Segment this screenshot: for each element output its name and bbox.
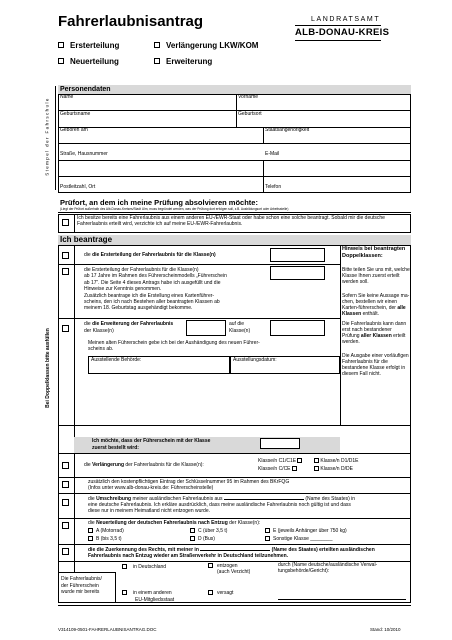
in-anderen-eu[interactable]: in einem anderen EU-Mitgliedsstaat — [122, 590, 174, 604]
pruefort-note: (Liegt der Prüfort außerhalb des Alb-Donau-Kreises/Stadt Ulm, muss begründet werden, was der Prüfung dort erfolgen soll, z.B. Ausbildungsort oder Arbeitsstelle) — [60, 207, 289, 211]
erweiterung-checkbox[interactable] — [62, 325, 69, 332]
neuerteilung-checkbox[interactable] — [62, 522, 69, 529]
option-verlaengerung[interactable] — [154, 41, 258, 50]
erweiterung-klassen: Klasse(n) — [229, 328, 251, 334]
neu-klasse-sonstige[interactable]: Sonstige Klasse ________ — [265, 536, 333, 543]
erweiterung-to-field[interactable] — [270, 320, 325, 336]
erweiterung-text-1: die die Erweiterung der Fahrerlaubnis — [84, 321, 174, 327]
klasse-c1[interactable]: Klasse/n C1/C1E — [258, 458, 302, 465]
erweiterung-note: Meinen alten Führerschein gebe ich bei der Aushändigung des neuen Führer- scheins ab. — [88, 340, 260, 352]
hinweis-heading: Hinweis bei beantragten Doppelklassen: — [342, 246, 406, 259]
checkbox[interactable] — [58, 42, 64, 48]
entzogen-option[interactable]: entzogen (auch Verzicht) — [208, 563, 250, 575]
hinweis-p3: Die Fahrerlaubnis kann dann erst nach bestandener Prüfung aller Klassen erteilt werden. — [342, 321, 407, 345]
footer-left: V314109-0501-FAHRERLAUBNISANTRAG.DOC — [58, 627, 157, 632]
neuerteilung-text: die Neuerteilung der deutschen Fahrerlaubnis nach Entzug der Klasse(n): — [88, 520, 261, 526]
option-label: Ersterteilung — [70, 41, 120, 50]
page-title: Fahrerlaubnisantrag — [58, 13, 204, 30]
neu-klasse-b[interactable]: B (bis 3,5 t) — [88, 536, 122, 543]
ausstellungsdatum-field[interactable]: Ausstellungsdatum: — [230, 356, 340, 374]
zuerst-text: Ich möchte, dass der Führerschein mit der Klasse zuerst bestellt wird: — [92, 438, 211, 451]
neu-klasse-d[interactable]: D (Bus) — [190, 536, 215, 543]
klasse-c[interactable]: Klasse/n C/CE — [258, 466, 297, 473]
in-deutschland[interactable]: in Deutschland — [122, 564, 166, 571]
authority-name: ALB-DONAU-KREIS — [295, 27, 390, 38]
verlaengerung-text: die Verlängerung der Fahrerlaubnis für die Klasse(n): — [84, 462, 204, 468]
erweiterung-text-2: der Klasse(n) — [84, 328, 114, 334]
verlaengerung-klassen — [258, 458, 408, 476]
zusatz-checkbox[interactable] — [62, 481, 69, 488]
eu-checkbox[interactable] — [62, 219, 69, 226]
field-strasse[interactable]: Straße, Hausnummer — [60, 151, 108, 157]
option-neuerteilung[interactable] — [58, 57, 119, 66]
stamp-label: Stempel der Fahrschule — [44, 97, 50, 176]
option-ersterteilung[interactable] — [58, 41, 119, 50]
checkbox[interactable] — [154, 42, 160, 48]
zuerkennung-checkbox[interactable] — [62, 548, 69, 555]
pruefort-heading: Prüfort, an dem ich meine Prüfung absolvieren möchte: — [60, 198, 258, 207]
field-geburtsname[interactable]: Geburtsname — [60, 111, 91, 117]
doppelklassen-side — [38, 245, 58, 467]
klasse-d1[interactable]: Klasse/n D1/D1E — [314, 458, 358, 465]
umschreibung-checkbox[interactable] — [62, 499, 69, 506]
eu-text: Ich besitze bereits eine Fahrerlaubnis aus einem anderen EU-/EWR-Staat oder habe schon eine solche beantragt. Sobald mir die deutsche Fahrerlaubnis erteilt wird, verzichte ich auf meine EU-/EWR-Fahrerlaubnis. — [77, 215, 385, 227]
ersterteilung-text: die die Ersterteilung der Fahrerlaubnis für die Klasse(n) — [84, 252, 216, 258]
option-label: Neuerteilung — [70, 57, 119, 66]
stamp-area — [38, 86, 56, 190]
zuerst-klasse-field[interactable] — [260, 438, 300, 449]
hinweis-p2: Sofern Sie keine Aussage ma-chen, bestellen wir einen Karten-führerschein, der alle Klassen enthält. — [342, 293, 410, 317]
ersterteilung-checkbox[interactable] — [62, 252, 69, 259]
ersterteilung17-checkbox[interactable] — [62, 268, 69, 275]
hinweis-p4: Die Ausgabe einer vorläufigen Fahrerlaubnis für die bestandene Klasse erfolgt in diesem Fall nicht. — [342, 353, 409, 377]
beantrage-heading: Ich beantrage — [58, 235, 411, 245]
verlaengerung-checkbox[interactable] — [62, 462, 69, 469]
doppelklassen-label: Bei Doppelklassen bitte ausfüllen — [45, 328, 51, 408]
checkbox[interactable] — [58, 58, 64, 64]
erweiterung-from-field[interactable] — [186, 320, 226, 336]
hinweis-box — [342, 246, 410, 377]
klasse-d[interactable]: Klasse/n D/DE — [314, 466, 353, 473]
footer-right: Stand: 10/2010 — [370, 627, 401, 632]
ersterteilung-klassen-field[interactable] — [270, 248, 325, 262]
authority-top: LANDRATSAMT — [311, 16, 381, 23]
option-erweiterung[interactable] — [154, 57, 212, 66]
versagt-option[interactable]: versagt — [208, 590, 233, 597]
zuerkennung-text: die die Zuerkennung des Rechts, mit meiner in (Name des Staates) erteilten ausländischen Fahrerlaubnis nach Entzug wieder am Straßenverkehr in Deutschland teilzunehmen. — [88, 547, 375, 559]
neu-klasse-a[interactable]: A (Motorrad) — [88, 528, 124, 535]
authority-logo — [295, 14, 390, 54]
entzug-left: Die Fahrerlaubnis/ der Führerschein wurde mir bereits — [58, 572, 116, 603]
ersterteilung17-text: die Ersterteilung der Fahrerlaubnis für die Klasse(n) ab 17 Jahre im Rahmen des Führerscheinmodells „Führerschein ab 17“. Die Seite 4 dieses Antrags habe ich ausgefüllt und die Hinweise zur Kenntnis genommen. Zusätzlich beantrage ich die Erstellung eines Kartenführer- scheins, den ich nach Bestehen aller beantragten Klassen ab meinem 18. Geburtstag ausgehändigt bekomme. — [84, 267, 227, 312]
ersterteilung17-klassen-field[interactable] — [270, 266, 325, 280]
field-vorname[interactable]: Vorname — [238, 94, 259, 100]
erweiterung-auf: auf die — [229, 321, 245, 327]
neu-klasse-c[interactable]: C (über 3,5 t) — [190, 528, 227, 535]
declaration-box — [58, 605, 411, 606]
umschreibung-text: die Umschreibung meiner ausländischen Fahrerlaubnis aus (Name des Staates) in eine deutsche Fahrerlaubnis. Ich erkläre ausdrücklich, dass meine ausländische Fahrerlaubnis noch gültig ist und dass diese nur in meinem Heimatland nicht entzogen wurde. — [88, 496, 356, 514]
field-geboren-am[interactable]: Geboren am — [60, 127, 88, 133]
checkbox[interactable] — [154, 58, 160, 64]
field-geburtsort[interactable]: Geburtsort — [238, 111, 262, 117]
option-label: Erweiterung — [166, 57, 213, 66]
field-name[interactable]: Name — [60, 94, 74, 100]
option-label: Verlängerung LKW/KOM — [166, 41, 259, 50]
zusatz-text: zusätzlich den kostenpflichtigen Eintrag der Schlüsselnummer 95 im Rahmen des BKrFQG (Infos unter www.alb-donau-kreis.de: Führerscheinstelle) — [88, 479, 290, 491]
durch-behoerde[interactable]: durch (Name deutsche/ausländische Verwal- tungsbehörde/Gericht): — [278, 562, 378, 574]
neu-klasse-e[interactable]: E (jeweils Anhänger über 750 kg) — [265, 528, 347, 535]
ausstellende-field[interactable]: Ausstellende Behörde: — [88, 356, 230, 374]
field-email[interactable]: E-Mail — [265, 151, 280, 157]
field-plz-ort[interactable]: Postleitzahl, Ort — [60, 184, 96, 190]
field-telefon[interactable]: Telefon — [265, 184, 282, 190]
field-staatsangehoerigkeit[interactable]: Staatsangehörigkeit — [265, 127, 310, 133]
personal-heading: Personendaten — [58, 85, 411, 94]
hinweis-p1: Bitte teilen Sie uns mit, welche Klasse Ihnen zuerst erteilt werden soll. — [342, 267, 410, 285]
